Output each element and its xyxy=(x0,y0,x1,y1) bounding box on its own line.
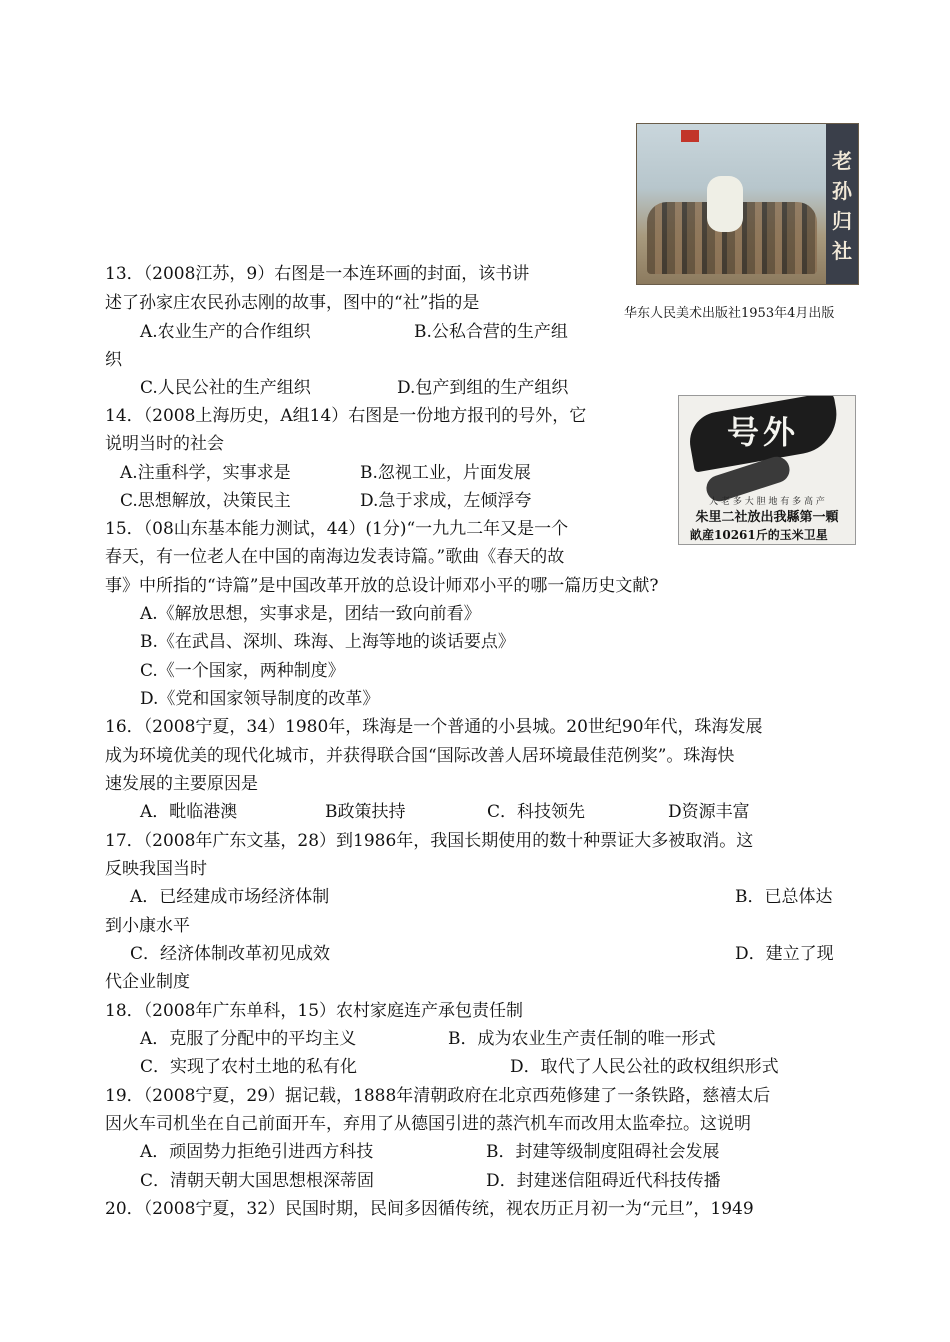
q20-line-1: 20．（2008宁夏，32）民国时期，民间多因循传统，视农历正月初一为“元旦”，1949 xyxy=(105,1199,754,1219)
q13-option-b-cont: 织 xyxy=(105,350,122,370)
q18-option-a: A．克服了分配中的平均主义 xyxy=(140,1029,357,1049)
q16-line-3: 速发展的主要原因是 xyxy=(105,774,258,794)
q13-option-d: D.包产到组的生产组织 xyxy=(397,378,569,398)
q14-option-a: A.注重科学，实事求是 xyxy=(120,463,291,483)
q15-option-d: D.《党和国家领导制度的改革》 xyxy=(140,689,380,709)
q14-line-1: 14．（2008上海历史，A组14）右图是一份地方报刊的号外，它 xyxy=(105,406,587,426)
q16-line-2: 成为环境优美的现代化城市，并获得联合国“国际改善人居环境最佳范例奖”。珠海快 xyxy=(105,746,735,766)
q19-option-d: D．封建迷信阻碍近代科技传播 xyxy=(486,1171,721,1191)
q18-option-c: C．实现了农村土地的私有化 xyxy=(140,1057,358,1077)
q18-option-d: D．取代了人民公社的政权组织形式 xyxy=(510,1057,779,1077)
q15-option-c: C.《一个国家，两种制度》 xyxy=(140,661,345,681)
q17-option-a: A．已经建成市场经济体制 xyxy=(130,887,330,907)
q19-option-c: C．清朝天朝大国思想根深蒂固 xyxy=(140,1171,375,1191)
q14-option-b: B.忽视工业，片面发展 xyxy=(360,463,531,483)
extra-slogan: 人 老 多 大 胆 地 有 多 高 产 xyxy=(709,497,825,507)
horse-illustration xyxy=(707,176,743,232)
q13-line-2: 述了孙家庄农民孙志刚的故事，图中的“社”指的是 xyxy=(105,293,480,313)
q15-option-a: A.《解放思想，实事求是，团结一致向前看》 xyxy=(140,604,481,624)
q17-line-2: 反映我国当时 xyxy=(105,859,207,879)
q15-line-2: 春天，有一位老人在中国的南海边发表诗篇。”歌曲《春天的故 xyxy=(105,547,565,567)
q14-option-c: C.思想解放，决策民主 xyxy=(120,491,291,511)
q16-option-b: B政策扶持 xyxy=(325,802,406,822)
q13-option-a: A.农业生产的合作组织 xyxy=(140,322,311,342)
q19-line-2: 因火车司机坐在自己前面开车，弃用了从德国引进的蒸汽机车而改用太监牵拉。这说明 xyxy=(105,1114,751,1134)
cover-title: 老孙归社 xyxy=(832,149,852,263)
q17-option-d-cont: 代企业制度 xyxy=(105,972,190,992)
q15-line-1: 15．（08山东基本能力测试，44）(1分)“一九九二年又是一个 xyxy=(105,519,569,539)
comic-cover-image xyxy=(636,123,859,285)
q19-line-1: 19．（2008宁夏，29）据记载，1888年清朝政府在北京西苑修建了一条铁路，慈禧太后 xyxy=(105,1086,771,1106)
q14-option-d: D.急于求成，左倾浮夸 xyxy=(360,491,532,511)
q15-line-3: 事》中所指的“诗篇”是中国改革开放的总设计师邓小平的哪一篇历史文献? xyxy=(105,576,659,596)
q13-line-1: 13．（2008江苏，9）右图是一本连环画的封面，该书讲 xyxy=(105,264,530,284)
q16-option-d: D资源丰富 xyxy=(668,802,750,822)
q16-option-c: C．科技领先 xyxy=(487,802,586,822)
q14-line-2: 说明当时的社会 xyxy=(105,434,224,454)
extra-title: 号外 xyxy=(727,413,800,451)
q19-option-a: A．顽固势力拒绝引进西方科技 xyxy=(140,1142,374,1162)
q17-option-b: B．已总体达 xyxy=(735,887,833,907)
newspaper-extra-image xyxy=(678,395,856,545)
q15-option-b: B.《在武昌、深圳、珠海、上海等地的谈话要点》 xyxy=(140,632,515,652)
q17-option-d: D．建立了现 xyxy=(735,944,834,964)
cover-caption: 华东人民美术出版社1953年4月出版 xyxy=(624,306,835,321)
q13-option-b: B.公私合营的生产组 xyxy=(414,322,568,342)
q18-option-b: B．成为农业生产责任制的唯一形式 xyxy=(448,1029,716,1049)
q16-option-a: A．毗临港澳 xyxy=(140,802,238,822)
q17-option-c: C．经济体制改革初见成效 xyxy=(130,944,331,964)
flag-shape xyxy=(681,130,699,142)
q13-option-c: C.人民公社的生产组织 xyxy=(140,378,311,398)
extra-headline-2: 畝産10261斤的玉米卫星 xyxy=(690,528,828,542)
q18-line-1: 18．（2008年广东单科，15）农村家庭连产承包责任制 xyxy=(105,1001,524,1021)
q17-line-1: 17．（2008年广东文基，28）到1986年，我国长期使用的数十种票证大多被取消。这 xyxy=(105,831,754,851)
q17-option-b-cont: 到小康水平 xyxy=(105,916,190,936)
extra-headline-1: 朱里二社放出我縣第一顆 xyxy=(695,510,839,525)
q16-line-1: 16．（2008宁夏，34）1980年，珠海是一个普通的小县城。20世纪90年代，珠海发展 xyxy=(105,717,763,737)
q19-option-b: B．封建等级制度阻碍社会发展 xyxy=(486,1142,720,1162)
